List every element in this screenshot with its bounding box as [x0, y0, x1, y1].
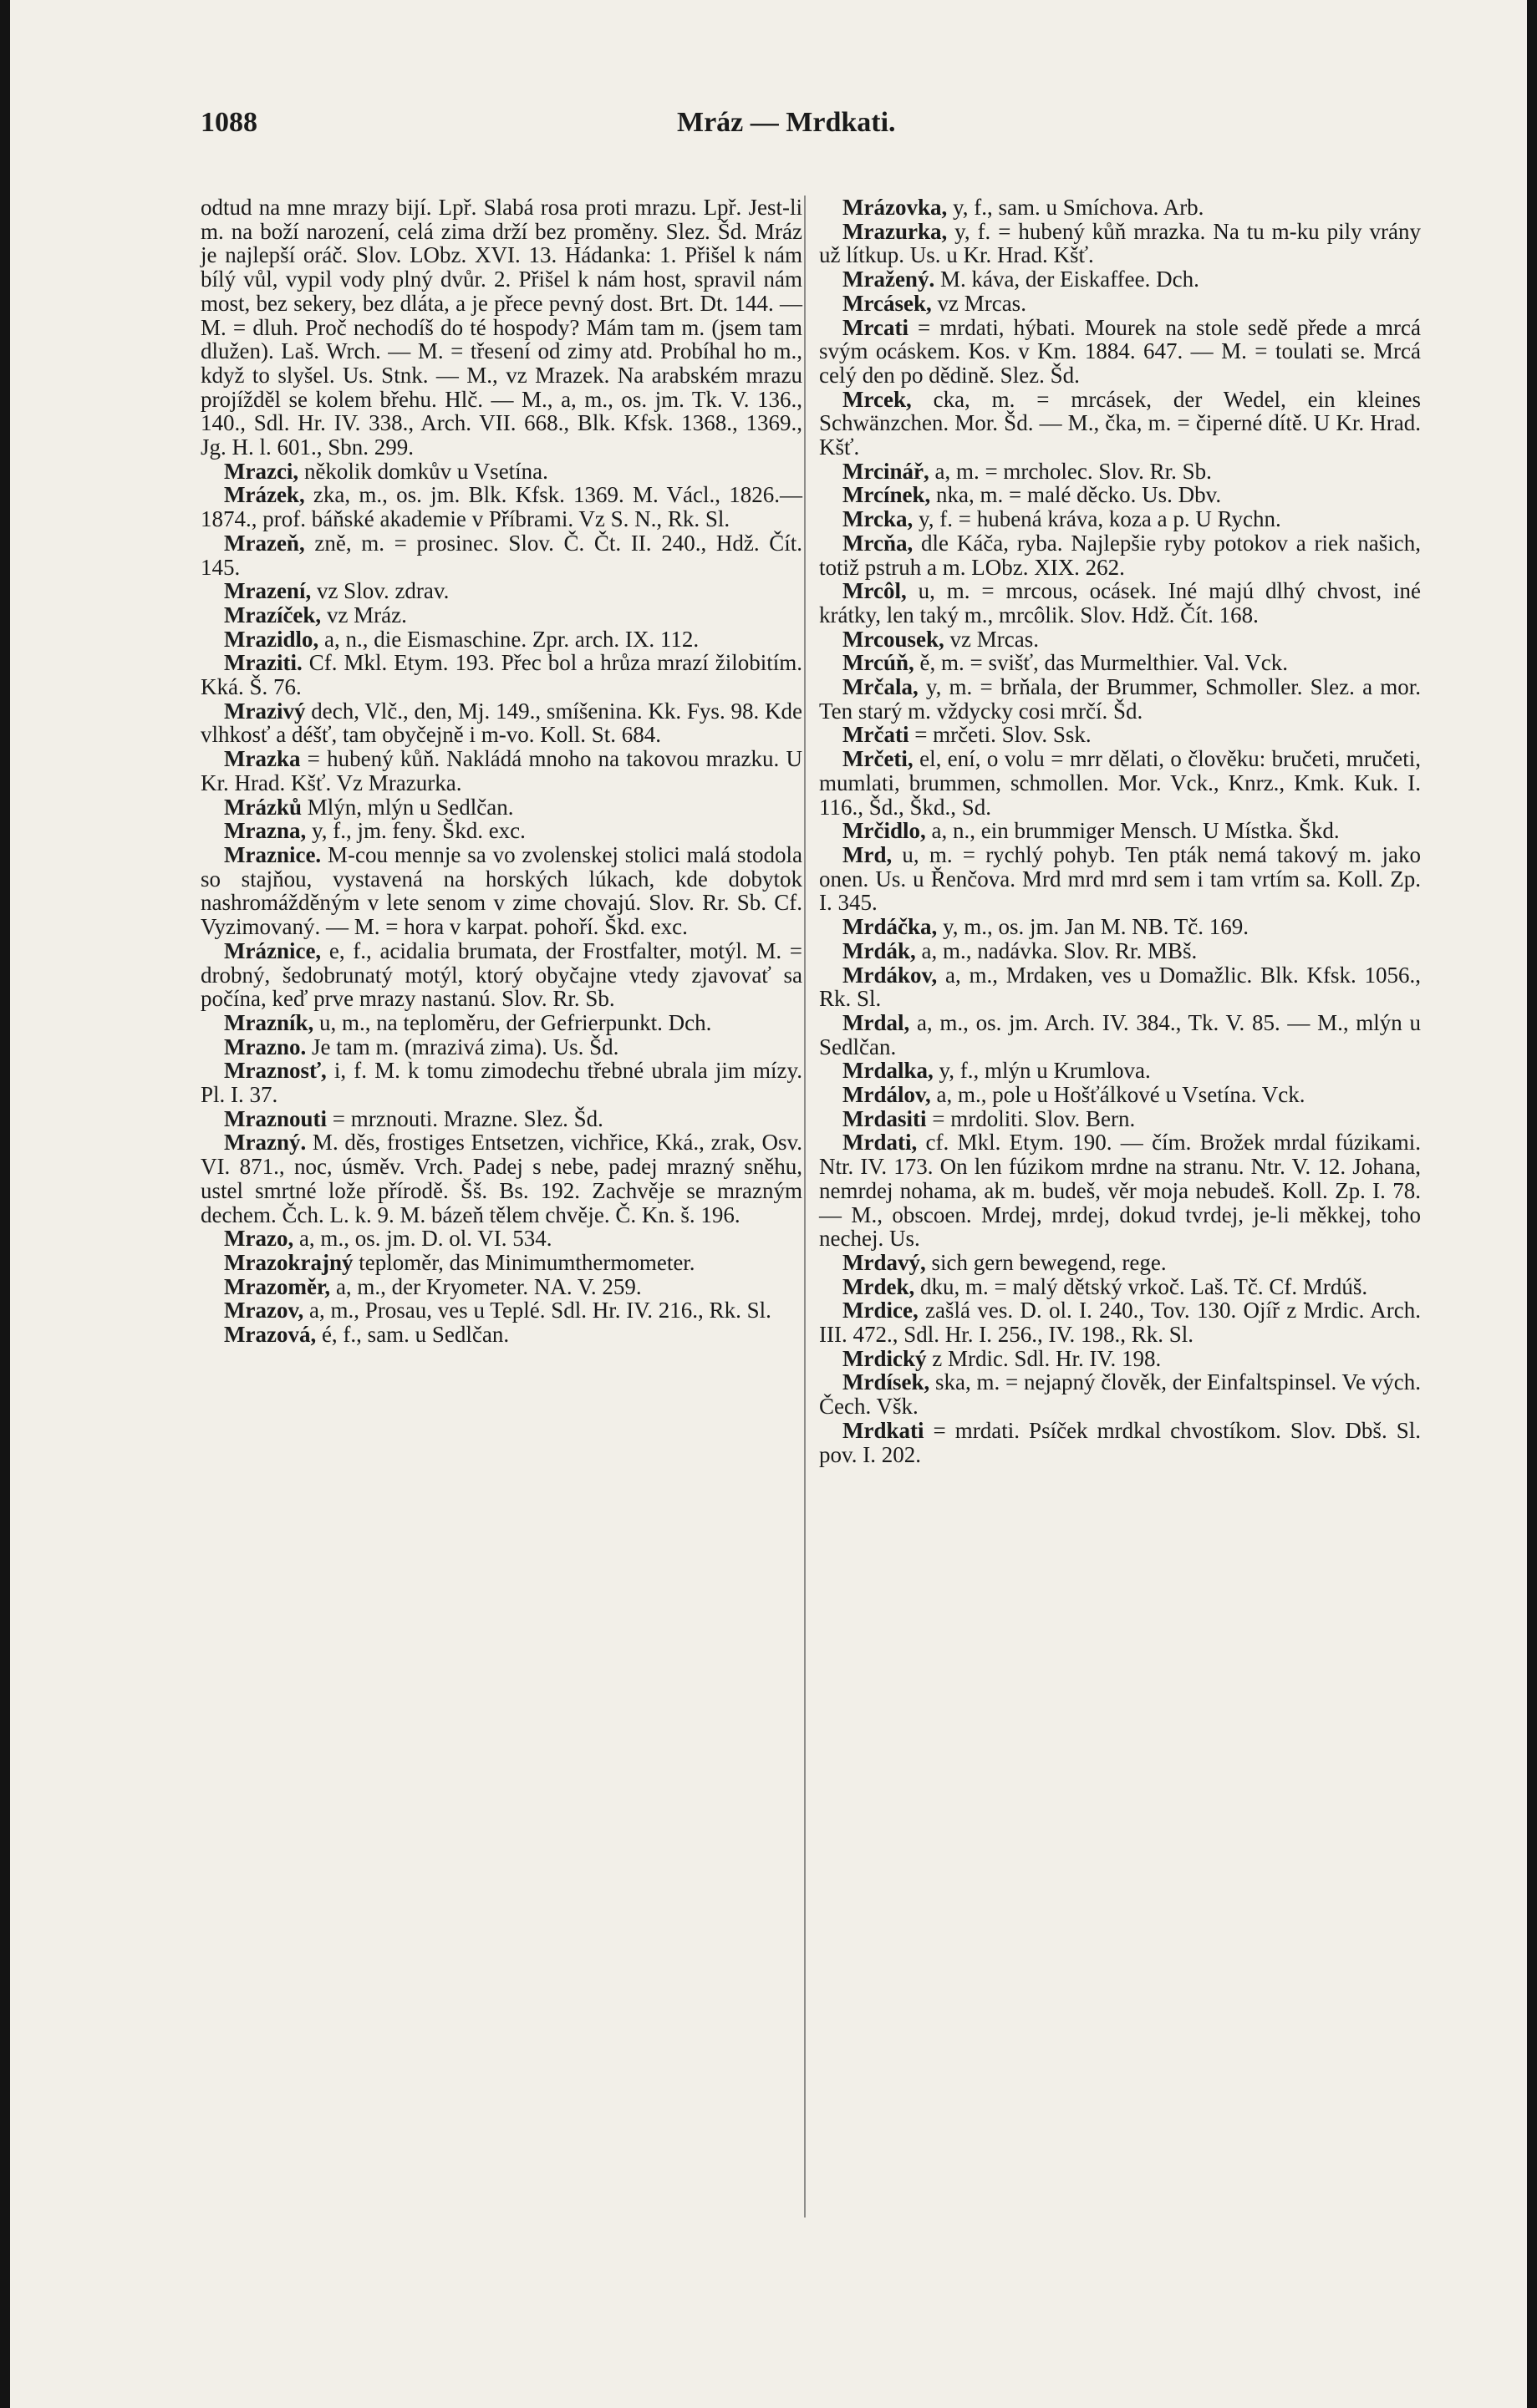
entry-headword: Mražený.	[842, 267, 935, 292]
entry-headword: Mráznice,	[224, 937, 322, 963]
entry-headword: Mrazci,	[224, 458, 299, 484]
dictionary-entry	[201, 1011, 802, 1035]
entry-headword: Mrdalka,	[842, 1058, 934, 1084]
entry-text: dle Káča, ryba. Najlepšie ryby potokov a riek našich, totiž pstruh a m. LObz. XIX. 262.	[819, 530, 1421, 580]
entry-text: zka, m., os. jm. Blk. Kfsk. 1369. M. Václ., 1826.—1874., prof. báňské akademie v Příbrami. Vz S. N., Rk. Sl.	[201, 482, 802, 532]
entry-text: u, m. = mrcous, ocásek. Iné majú dlhý chvost, iné krátky, len taký m., mrcôlik. Slov. Hdž. Čít. 168.	[819, 578, 1421, 627]
entry-headword: Mrcúň,	[842, 650, 914, 676]
entry-text: y, f., sam. u Smíchova. Arb.	[947, 195, 1204, 220]
entry-text: y, f. = hubená kráva, koza a p. U Rychn.	[913, 506, 1281, 532]
dictionary-entry	[201, 1059, 802, 1106]
dictionary-entry	[201, 460, 802, 484]
dictionary-entry	[201, 483, 802, 531]
dictionary-entry	[819, 675, 1421, 723]
dictionary-entry	[819, 915, 1421, 939]
dictionary-entry	[819, 1419, 1421, 1466]
entry-text: = mrdoliti. Slov. Bern.	[926, 1105, 1136, 1131]
entry-headword: Mrcinář,	[842, 458, 929, 484]
dictionary-entry	[819, 531, 1421, 579]
dictionary-entry	[201, 819, 802, 843]
entry-text: cka, m. = mrcásek, der Wedel, ein kleines Schwänzchen. Mor. Šd. — M., čka, m. = čiperné dítě. U Kr. Hrad. Kšť.	[819, 386, 1421, 460]
page-title: Mráz — Mrdkati.	[677, 107, 896, 138]
entry-text: M-cou mennje sa vo zvolenskej stolici malá stodola so stajňou, vystavená na horských lúkach, kde dobytok nashromážděným v lete senom v zime chovajú. Slov. Rr. Sb. Cf. Vyzimovaný. — M. = hora v karpat. pohoří. Škd. exc.	[201, 841, 802, 940]
entry-headword: Mrdavý,	[842, 1249, 926, 1275]
entry-headword: Mrdal,	[842, 1009, 910, 1035]
entry-text: a, m., pole u Hošťálkové u Vsetína. Vck.	[930, 1082, 1305, 1108]
entry-text: vz Mrcas.	[931, 290, 1026, 316]
entry-text: dku, m. = malý dětský vrkoč. Laš. Tč. Cf. Mrdúš.	[914, 1273, 1368, 1299]
entry-text: sich gern bewegend, rege.	[925, 1249, 1167, 1275]
entry-headword: Mrcásek,	[842, 290, 932, 316]
dictionary-entry	[819, 316, 1421, 388]
dictionary-entry	[819, 267, 1421, 292]
dictionary-entry	[819, 1347, 1421, 1371]
entry-headword: Mrazurka,	[842, 218, 948, 244]
dictionary-entry	[201, 1130, 802, 1227]
entry-text: = hubený kůň. Nakládá mnoho na takovou mrazku. U Kr. Hrad. Kšť. Vz Mrazurka.	[201, 746, 802, 795]
dictionary-entry	[819, 819, 1421, 843]
dictionary-entry	[201, 603, 802, 627]
entry-text: odtud na mne mrazy bijí. Lpř. Slabá rosa proti mrazu. Lpř. Jest-li m. na boží narození, celá zima drží bez proměny. Slez. Šd. Mráz je najlepší oráč. Slov. LObz. XVI. 13. Hádanka: 1. Přišel k nám bílý vůl, vypil vody plný dvůr. 2. Přišel k nám host, spravil nám most, bez sekery, bez dláta, a je přece pevný dost. Brt. Dt. 144. — M. = dluh. Proč nechodíš do té hospody? Mám tam m. (jsem tam dlužen). Laš. Wrch. — M. = třesení od zimy atd. Probíhal ho m., když to slyšel. Us. Stnk. — M., vz Mrazek. Na arabském mrazu projížděl se kolem břehu. Hlč. — M., a, m., os. jm. Tk. V. 136., 140., Sdl. Hr. IV. 338., Arch. VII. 668., Blk. Kfsk. 1368., 1369., Jg. H. l. 601., Sbn. 299.	[201, 195, 802, 460]
entry-text: z Mrdic. Sdl. Hr. IV. 198.	[926, 1345, 1162, 1371]
entry-text: vz Mráz.	[321, 602, 407, 627]
entry-text: u, m. = rychlý pohyb. Ten pták nemá takový m. jako onen. Us. u Řenčova. Mrd mrd mrd sem i tam vrtím sa. Koll. Zp. I. 345.	[819, 841, 1421, 916]
dictionary-entry	[201, 627, 802, 652]
dictionary-entry	[201, 747, 802, 795]
dictionary-entry	[201, 1275, 802, 1299]
dictionary-entry	[201, 1107, 802, 1131]
entry-headword: Mrazidlo,	[224, 626, 319, 652]
entry-text: a, m. = mrcholec. Slov. Rr. Sb.	[929, 458, 1212, 484]
dictionary-entry	[201, 1298, 802, 1323]
dictionary-entry	[201, 1035, 802, 1059]
dictionary-entry	[201, 196, 802, 460]
dictionary-entry	[819, 1370, 1421, 1418]
entry-text: teploměr, das Minimumthermometer.	[353, 1249, 695, 1275]
entry-text: zašlá ves. D. ol. I. 240., Tov. 130. Ojíř z Mrdic. Arch. III. 472., Sdl. Hr. I. 256., IV. 198., Rk. Sl.	[819, 1298, 1421, 1348]
entry-headword: Mrazíček,	[224, 602, 322, 627]
entry-headword: Mrd,	[842, 841, 893, 867]
entry-headword: Mrčala,	[842, 674, 919, 700]
entry-text: a, m., nadávka. Slov. Rr. MBš.	[915, 937, 1198, 963]
dictionary-entry	[819, 579, 1421, 627]
dictionary-entry	[201, 1251, 802, 1275]
entry-headword: Mrčeti,	[842, 746, 914, 772]
entry-headword: Mrazivý	[224, 698, 306, 724]
entry-headword: Mrazení,	[224, 578, 312, 604]
entry-text: e, f., acidalia brumata, der Frostfalter, motýl. M. = drobný, šedobrunatý motýl, ktorý obyčajne vtedy zjavovať sa počína, keď prve mrazy nastanú. Slov. Rr. Sb.	[201, 937, 802, 1012]
entry-text: el, ení, o volu = mrr dělati, o člověku: bručeti, mručeti, mumlati, brummen, schmollen. Mor. Vck., Knrz., Kmk. Kuk. I. 116., Šd., Škd., Sd.	[819, 746, 1421, 820]
entry-headword: Mrázků	[224, 794, 302, 820]
dictionary-entry	[201, 579, 802, 603]
dictionary-entry	[201, 1323, 802, 1347]
entry-text: y, f., jm. feny. Škd. exc.	[306, 818, 526, 844]
entry-text: cf. Mkl. Etym. 190. — čím. Brožek mrdal fúzikami. Ntr. IV. 173. On len fúzikom mrdne na stranu. Ntr. V. 12. Johana, nemrdej nohama, ak m. budeš, věr moja nebudeš. Koll. Zp. I. 78. — M., obscoen. Mrdej, mrdej, dokud tvrdej, je-li měkkej, toho nechej. Us.	[819, 1130, 1421, 1252]
entry-text: a, m., Mrdaken, ves u Domažlic. Blk. Kfsk. 1056., Rk. Sl.	[819, 962, 1421, 1012]
entry-text: a, m., Prosau, ves u Teplé. Sdl. Hr. IV. 216., Rk. Sl.	[303, 1298, 771, 1323]
dictionary-entry	[819, 220, 1421, 267]
entry-headword: Mraznosť,	[224, 1058, 327, 1084]
entry-text: M. děs, frostiges Entsetzen, vichřice, Kká., zrak, Osv. VI. 871., noc, úsměv. Vrch. Padej s nebe, padej mrazný sněhu, ustel smrtné lože přírodě. Šš. Bs. 192. Zachvěje se mrazným dechem. Čch. L. k. 9. M. bázeň tělem chvěje. Č. Kn. š. 196.	[201, 1130, 802, 1227]
entry-text: vz Slov. zdrav.	[311, 578, 450, 604]
entry-headword: Mrdasiti	[842, 1105, 927, 1131]
dictionary-entry	[201, 795, 802, 820]
dictionary-entry	[819, 723, 1421, 747]
dictionary-entry	[819, 747, 1421, 819]
dictionary-entry	[201, 699, 802, 747]
entry-headword: Mrdkati	[842, 1417, 924, 1443]
dictionary-entry	[819, 460, 1421, 484]
dictionary-entry	[819, 843, 1421, 915]
entry-headword: Mrazník,	[224, 1009, 314, 1035]
entry-text: i, f. M. k tomu zimodechu třebné ubrala jim mízy. Pl. I. 37.	[201, 1058, 802, 1108]
dictionary-entry	[819, 507, 1421, 531]
dictionary-page	[10, 0, 1527, 2408]
entry-text: a, m., os. jm. D. ol. VI. 534.	[293, 1226, 552, 1252]
right-column	[819, 196, 1421, 1466]
entry-headword: Mrcka,	[842, 506, 914, 532]
entry-text: vz Mrcas.	[944, 626, 1039, 652]
entry-headword: Mrdálov,	[842, 1082, 931, 1108]
dictionary-entry	[201, 531, 802, 579]
entry-text: = mrdati. Psíček mrdkal chvostíkom. Slov. Dbš. Sl. pov. I. 202.	[819, 1417, 1421, 1467]
entry-headword: Mrazeň,	[224, 530, 305, 556]
dictionary-entry	[819, 292, 1421, 316]
entry-headword: Mrázek,	[224, 482, 305, 508]
dictionary-entry	[819, 1251, 1421, 1275]
entry-headword: Mraziti.	[224, 650, 303, 676]
entry-text: é, f., sam. u Sedlčan.	[316, 1322, 510, 1348]
entry-headword: Mrcínek,	[842, 482, 931, 508]
entry-text: u, m., na teploměru, der Gefrierpunkt. Dch.	[313, 1009, 712, 1035]
dictionary-entry	[819, 1059, 1421, 1083]
entry-headword: Mrdákov,	[842, 962, 938, 988]
entry-headword: Mrazoměr,	[224, 1273, 331, 1299]
dictionary-entry	[819, 1011, 1421, 1059]
page-number: 1088	[201, 107, 257, 138]
entry-text: Je tam m. (mrazivá zima). Us. Šd.	[306, 1034, 619, 1059]
dictionary-entry	[819, 1275, 1421, 1299]
entry-headword: Mrdáčka,	[842, 914, 938, 940]
dictionary-entry	[201, 1227, 802, 1251]
left-column	[201, 196, 802, 1347]
entry-text: Mlýn, mlýn u Sedlčan.	[301, 794, 514, 820]
entry-headword: Mrdati,	[842, 1130, 918, 1156]
entry-headword: Mrčati	[842, 722, 909, 748]
entry-headword: Mrazov,	[224, 1298, 304, 1323]
entry-text: M. káva, der Eiskaffee. Dch.	[934, 267, 1199, 292]
entry-headword: Mrcati	[842, 314, 908, 340]
entry-headword: Mrčidlo,	[842, 818, 926, 844]
entry-headword: Mrcňa,	[842, 530, 914, 556]
entry-headword: Mrazno.	[224, 1034, 307, 1059]
entry-text: = mrznouti. Mrazne. Slez. Šd.	[326, 1105, 603, 1131]
entry-headword: Mrazný.	[224, 1130, 307, 1156]
dictionary-entry	[819, 963, 1421, 1011]
entry-headword: Mraznouti	[224, 1105, 327, 1131]
dictionary-entry	[819, 627, 1421, 652]
entry-text: = mrdati, hýbati. Mourek na stole sedě přede a mrcá svým ocáskem. Kos. v Km. 1884. 647. — M. = toulati se. Mrcá celý den po dědině. Slez. Šd.	[819, 314, 1421, 388]
dictionary-entry	[819, 1298, 1421, 1346]
column-divider	[804, 196, 806, 2217]
dictionary-entry	[819, 196, 1421, 220]
page-header	[201, 107, 1454, 157]
entry-headword: Mrdísek,	[842, 1369, 930, 1395]
entry-headword: Mrdák,	[842, 937, 916, 963]
entry-headword: Mrcek,	[842, 386, 912, 412]
entry-text: a, n., ein brummiger Mensch. U Místka. Škd.	[925, 818, 1340, 844]
entry-text: y, m., os. jm. Jan M. NB. Tč. 169.	[937, 914, 1249, 940]
dictionary-entry	[201, 843, 802, 939]
dictionary-entry	[819, 388, 1421, 460]
entry-text: = mrčeti. Slov. Ssk.	[908, 722, 1092, 748]
dictionary-entry	[819, 651, 1421, 675]
entry-headword: Mrázovka,	[842, 195, 948, 220]
entry-headword: Mrdický	[842, 1345, 927, 1371]
entry-text: zně, m. = prosinec. Slov. Č. Čt. II. 240., Hdž. Čít. 145.	[201, 530, 802, 580]
dictionary-entry	[819, 1107, 1421, 1131]
entry-text: Cf. Mkl. Etym. 193. Přec bol a hrůza mrazí žilobitím. Kká. Š. 76.	[201, 650, 802, 700]
entry-text: a, m., os. jm. Arch. IV. 384., Tk. V. 85. — M., mlýn u Sedlčan.	[819, 1009, 1421, 1059]
entry-headword: Mrdice,	[842, 1298, 919, 1323]
entry-headword: Mrcôl,	[842, 578, 907, 604]
entry-text: y, f., mlýn u Krumlova.	[933, 1058, 1151, 1084]
dictionary-entry	[819, 939, 1421, 963]
entry-text: y, f. = hubený kůň mrazka. Na tu m-ku pily vrány už lítkup. Us. u Kr. Hrad. Kšť.	[819, 218, 1421, 268]
entry-headword: Mrazo,	[224, 1226, 294, 1252]
entry-headword: Mraznice.	[224, 841, 322, 867]
entry-text: ska, m. = nejapný člověk, der Einfaltspinsel. Ve vých. Čech. Všk.	[819, 1369, 1421, 1420]
entry-text: nka, m. = malé děcko. Us. Dbv.	[930, 482, 1222, 508]
entry-text: a, m., der Kryometer. NA. V. 259.	[330, 1273, 642, 1299]
entry-headword: Mrazka	[224, 746, 301, 772]
entry-text: y, m. = brňala, der Brummer, Schmoller. Slez. a mor. Ten starý m. vždycky cosi mrčí. Šd.	[819, 674, 1421, 724]
entry-text: několik domkův u Vsetína.	[298, 458, 548, 484]
dictionary-entry	[201, 939, 802, 1011]
dictionary-entry	[819, 483, 1421, 507]
entry-text: dech, Vlč., den, Mj. 149., smíšenina. Kk. Fys. 98. Kde vlhkosť a déšť, tam obyčejně i m-vo. Koll. St. 684.	[201, 698, 802, 748]
dictionary-entry	[819, 1083, 1421, 1107]
entry-headword: Mrazna,	[224, 818, 307, 844]
entry-headword: Mrdek,	[842, 1273, 915, 1299]
entry-text: a, n., die Eismaschine. Zpr. arch. IX. 112.	[318, 626, 700, 652]
dictionary-entry	[201, 651, 802, 699]
dictionary-entry	[819, 1130, 1421, 1251]
entry-headword: Mrazová,	[224, 1322, 317, 1348]
entry-headword: Mrcousek,	[842, 626, 944, 652]
entry-headword: Mrazokrajný	[224, 1249, 354, 1275]
entry-text: ě, m. = svišť, das Murmelthier. Val. Vck.	[914, 650, 1288, 676]
